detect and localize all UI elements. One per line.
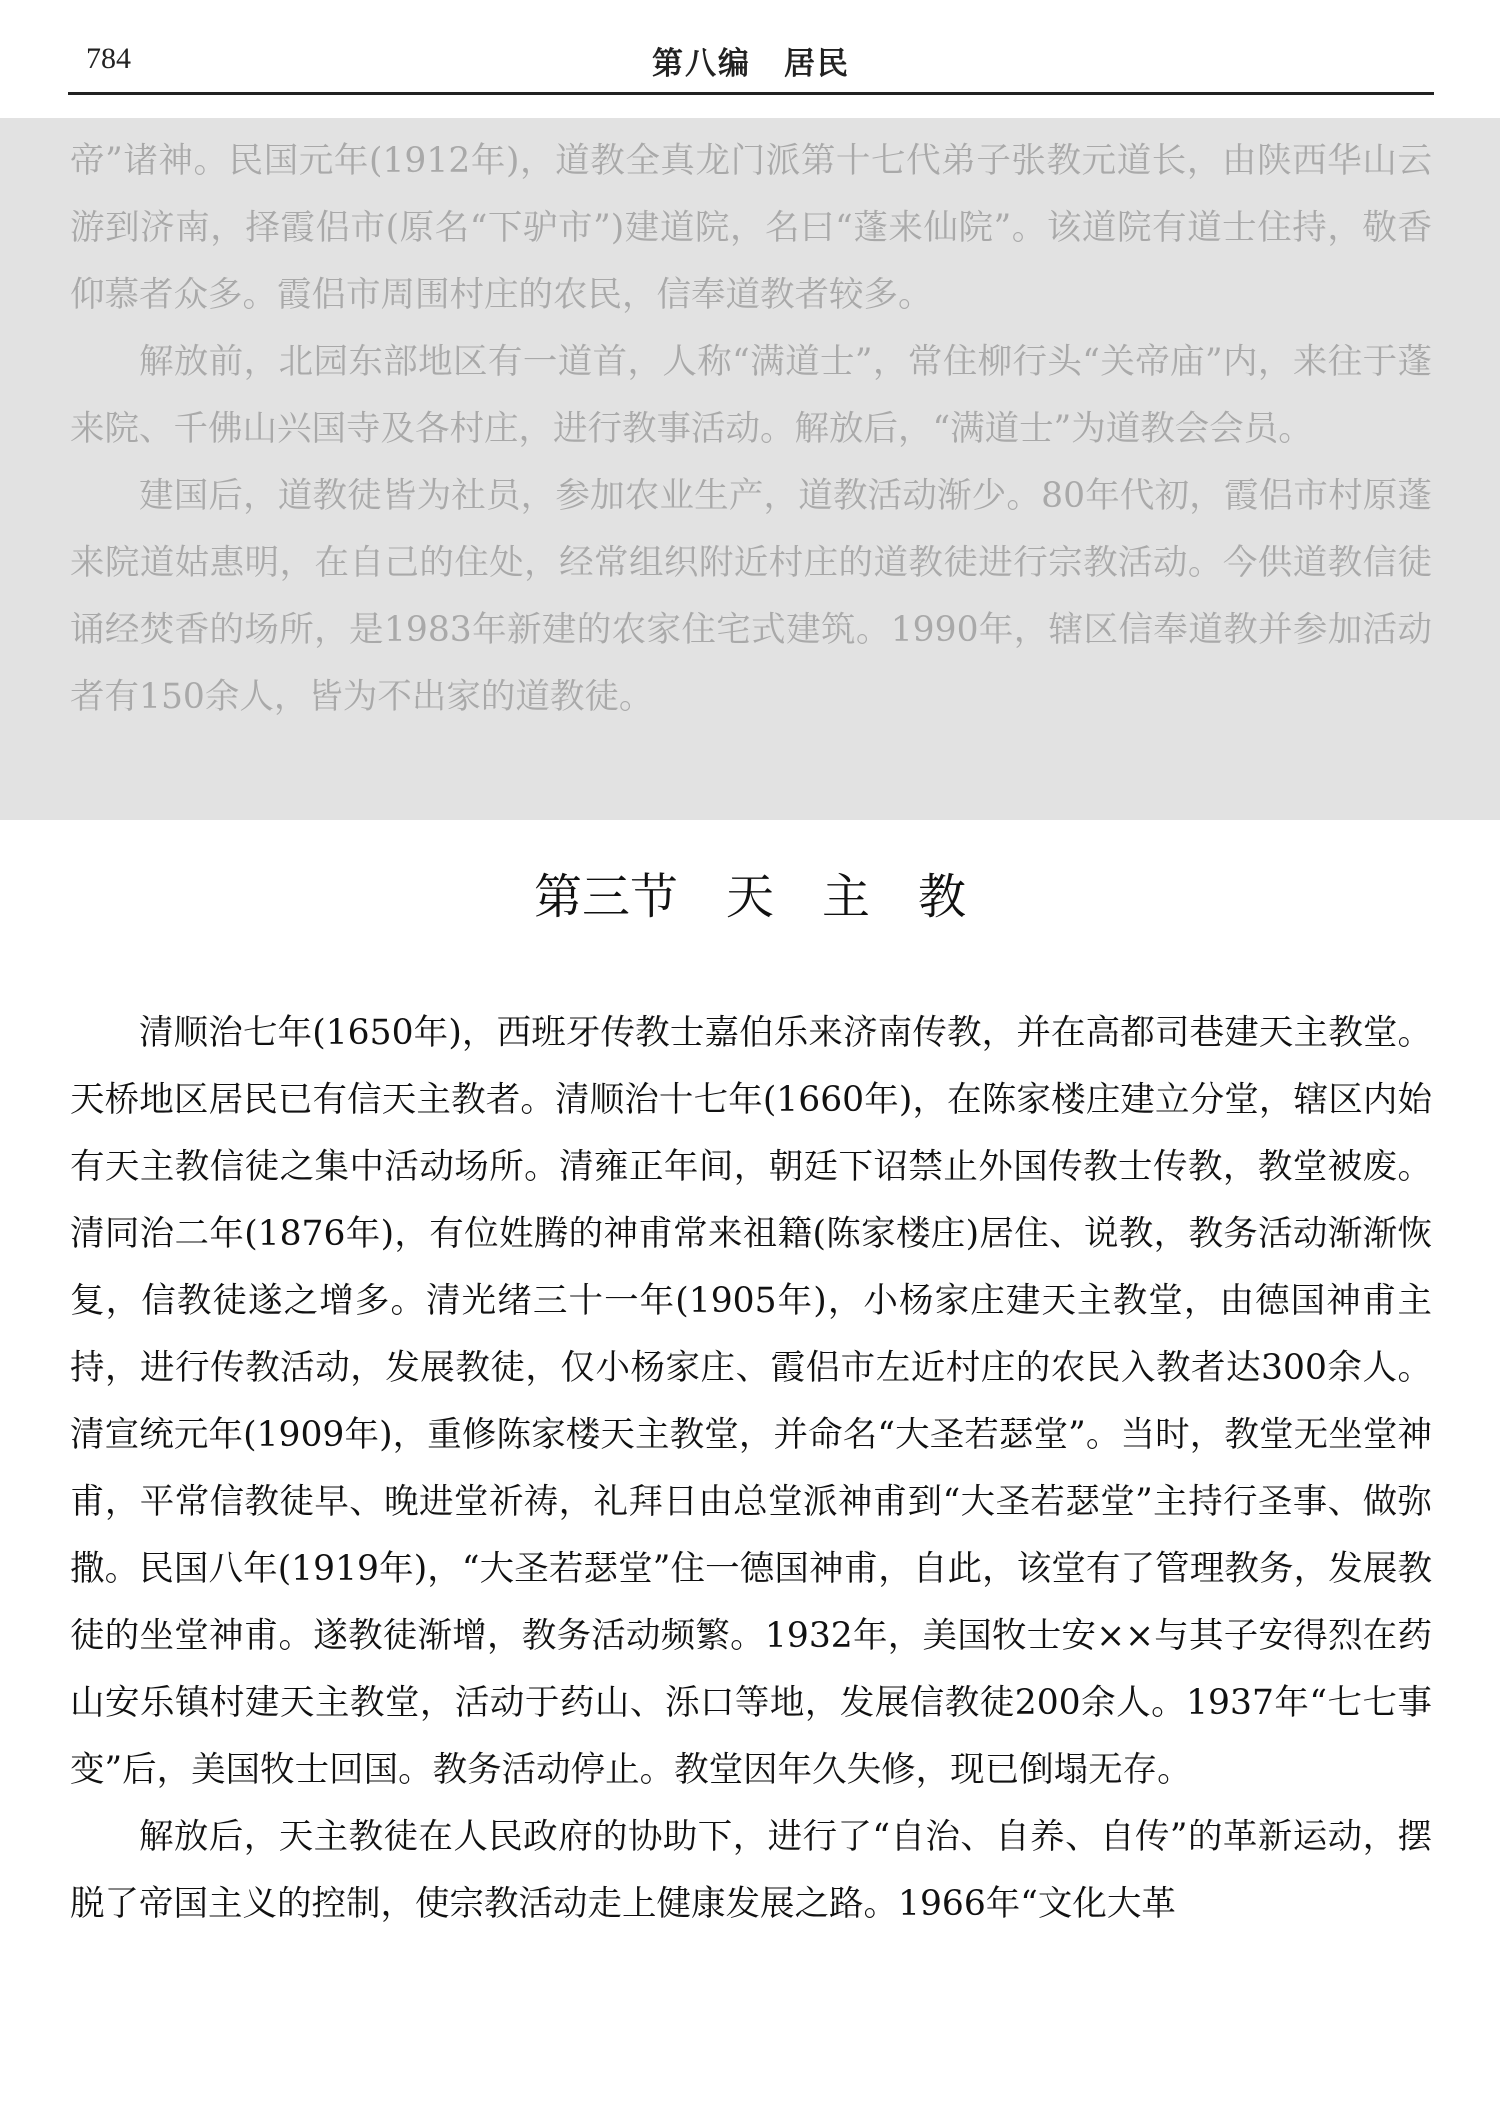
- section-title: 第三节 天 主 教: [533, 869, 966, 925]
- main-paragraph-1: 清顺治七年(1650年)，西班牙传教士嘉伯乐来济南传教，并在高都司巷建天主教堂。天桥地区居民已有信天主教者。清顺治十七年(1660年)，在陈家楼庄建立分堂，辖区内始有天主教信徒之集中活动场所。清雍正年间，朝廷下诏禁止外国传教士传教，教堂被废。清同治二年(1876年)，有位姓腾的神甫常来祖籍(陈家楼庄)居住、说教，教务活动渐渐恢复，信教徒遂之增多。清光绪三十一年(1905年)，小杨家庄建天主教堂，由德国神甫主持，进行传教活动，发展教徒，仅小杨家庄、霞侣市左近村庄的农民入教者达300余人。清宣统元年(1909年)，重修陈家楼天主教堂，并命名“大圣若瑟堂”。当时，教堂无坐堂神甫，平常信教徒早、晚进堂祈祷，礼拜日由总堂派神甫到“大圣若瑟堂”主持行圣事、做弥撒。民国八年(1919年)，“大圣若瑟堂”住一德国神甫，自此，该堂有了管理教务，发展教徒的坐堂神甫。遂教徒渐增，教务活动频繁。1932年，美国牧士安××与其子安得烈在药山安乐镇村建天主教堂，活动于药山、泺口等地，发展信教徒200余人。1937年“七七事变”后，美国牧士回国。教务活动停止。教堂因年久失修，现已倒塌无存。: [70, 1013, 1432, 1790]
- main-text-body: [70, 1000, 1432, 1938]
- shaded-paragraph-2: 解放前，北园东部地区有一道首，人称“满道士”，常住柳行头“关帝庙”内，来往于蓬来院、千佛山兴国寺及各村庄，进行教事活动。解放后，“满道士”为道教会会员。: [70, 342, 1432, 449]
- shaded-paragraph-3: 建国后，道教徒皆为社员，参加农业生产，道教活动渐少。80年代初，霞侣市村原蓬来院道姑惠明，在自己的住处，经常组织附近村庄的道教徒进行宗教活动。今供道教信徒诵经焚香的场所，是1983年新建的农家住宅式建筑。1990年，辖区信奉道教并参加活动者有150余人，皆为不出家的道教徒。: [70, 476, 1432, 717]
- shaded-text-block: [0, 118, 1500, 820]
- main-paragraph-2: 解放后，天主教徒在人民政府的协助下，进行了“自治、自养、自传”的革新运动，摆脱了帝国主义的控制，使宗教活动走上健康发展之路。1966年“文化大革: [70, 1817, 1432, 1924]
- shaded-paragraph-1: 帝”诸神。民国元年(1912年)，道教全真龙门派第十七代弟子张教元道长，由陕西华山云游到济南，择霞侣市(原名“下驴市”)建道院，名曰“蓬来仙院”。该道院有道士住持，敬香仰慕者众多。霞侣市周围村庄的农民，信奉道教者较多。: [70, 141, 1432, 315]
- running-title: 第八编 居民: [652, 46, 850, 82]
- shaded-text-body: [70, 128, 1432, 731]
- page-number: 784: [86, 42, 131, 75]
- page-header: [68, 36, 1434, 95]
